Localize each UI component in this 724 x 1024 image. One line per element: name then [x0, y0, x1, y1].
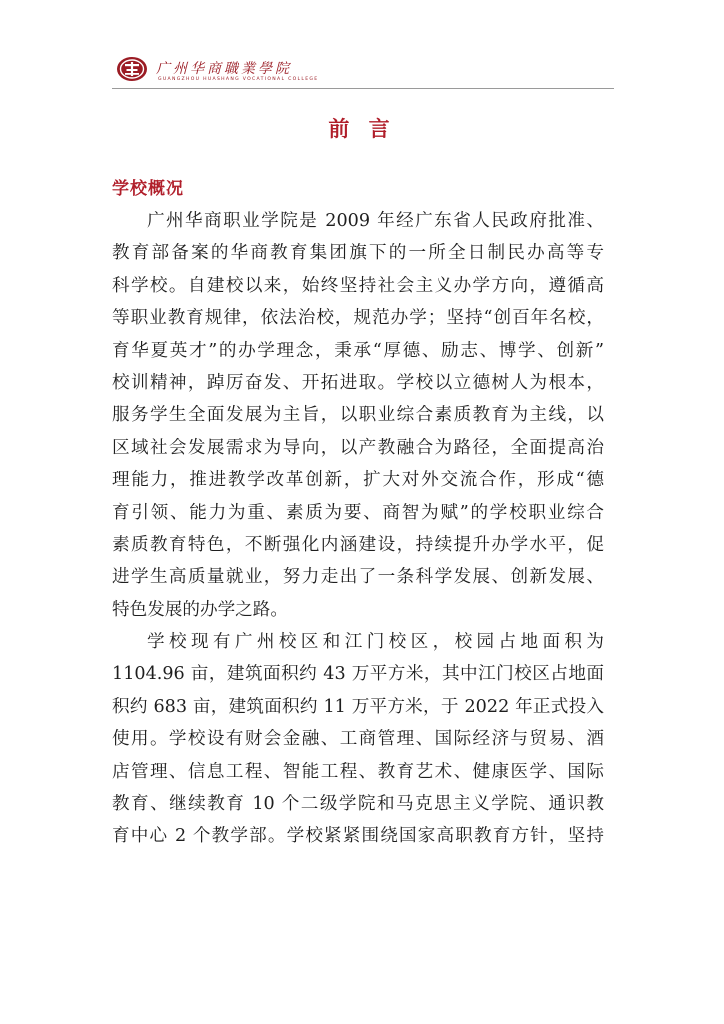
paragraph-1-line-10: 育引领、能力为重、素质为要、商智为赋”的学校职业综合: [112, 502, 604, 523]
body-text: [112, 205, 604, 853]
paragraph-1-line-11: 素质教育特色，不断强化内涵建设，持续提升办学水平，促: [112, 534, 604, 555]
paragraph-2-line-7: 育中心 2 个教学部。学校紧紧围绕国家高职教育方针，坚持: [112, 826, 604, 847]
page-title: 前 言: [328, 117, 396, 141]
paragraph-1-line-3: 科学校。自建校以来，始终坚持社会主义办学方向，遵循高: [112, 275, 604, 296]
paragraph-1-line-1: 广州华商职业学院是 2009 年经广东省人民政府批准、: [147, 211, 604, 231]
paragraph-1-line-5: 育华夏英才”的办学理念，秉承“厚德、励志、博学、创新”: [112, 340, 604, 361]
page-header: [112, 50, 614, 90]
paragraph-2-line-3: 积约 683 亩，建筑面积约 11 万平方米，于 2022 年正式投入: [112, 696, 604, 717]
section-heading: 学校概况: [112, 179, 184, 199]
paragraph-1-line-8: 区域社会发展需求为导向，以产教融合为路径，全面提高治: [112, 437, 604, 458]
college-logo-icon: [116, 56, 148, 82]
paragraph-2-line-4: 使用。学校设有财会金融、工商管理、国际经济与贸易、酒: [112, 729, 604, 750]
paragraph-1-line-12: 进学生高质量就业，努力走出了一条科学发展、创新发展、: [112, 567, 604, 588]
college-name-en: GUANGZHOU HUASHANG VOCATIONAL COLLEGE: [158, 77, 319, 82]
paragraph-2-line-1: 学校现有广州校区和江门校区，校园占地面积为: [147, 632, 604, 653]
college-name-cn: 广州华商職業學院: [156, 61, 292, 77]
paragraph-1-line-6: 校训精神，踔厉奋发、开拓进取。学校以立德树人为根本，: [112, 372, 604, 393]
header-divider: [112, 88, 614, 89]
paragraph-1-line-2: 教育部备案的华商教育集团旗下的一所全日制民办高等专: [112, 243, 604, 264]
paragraph-1-line-7: 服务学生全面发展为主旨，以职业综合素质教育为主线，以: [112, 405, 604, 426]
paragraph-1-line-4: 等职业教育规律，依法治校，规范办学；坚持“创百年名校，: [112, 308, 604, 329]
paragraph-2-line-2: 1104.96 亩，建筑面积约 43 万平方米，其中江门校区占地面: [112, 664, 604, 685]
paragraph-2-line-5: 店管理、信息工程、智能工程、教育艺术、健康医学、国际: [112, 761, 604, 782]
paragraph-2-line-6: 教育、继续教育 10 个二级学院和马克思主义学院、通识教: [112, 794, 604, 815]
paragraph-1-line-9: 理能力，推进教学改革创新，扩大对外交流合作，形成“德: [112, 470, 604, 491]
paragraph-1-line-13: 特色发展的办学之路。: [112, 599, 288, 620]
